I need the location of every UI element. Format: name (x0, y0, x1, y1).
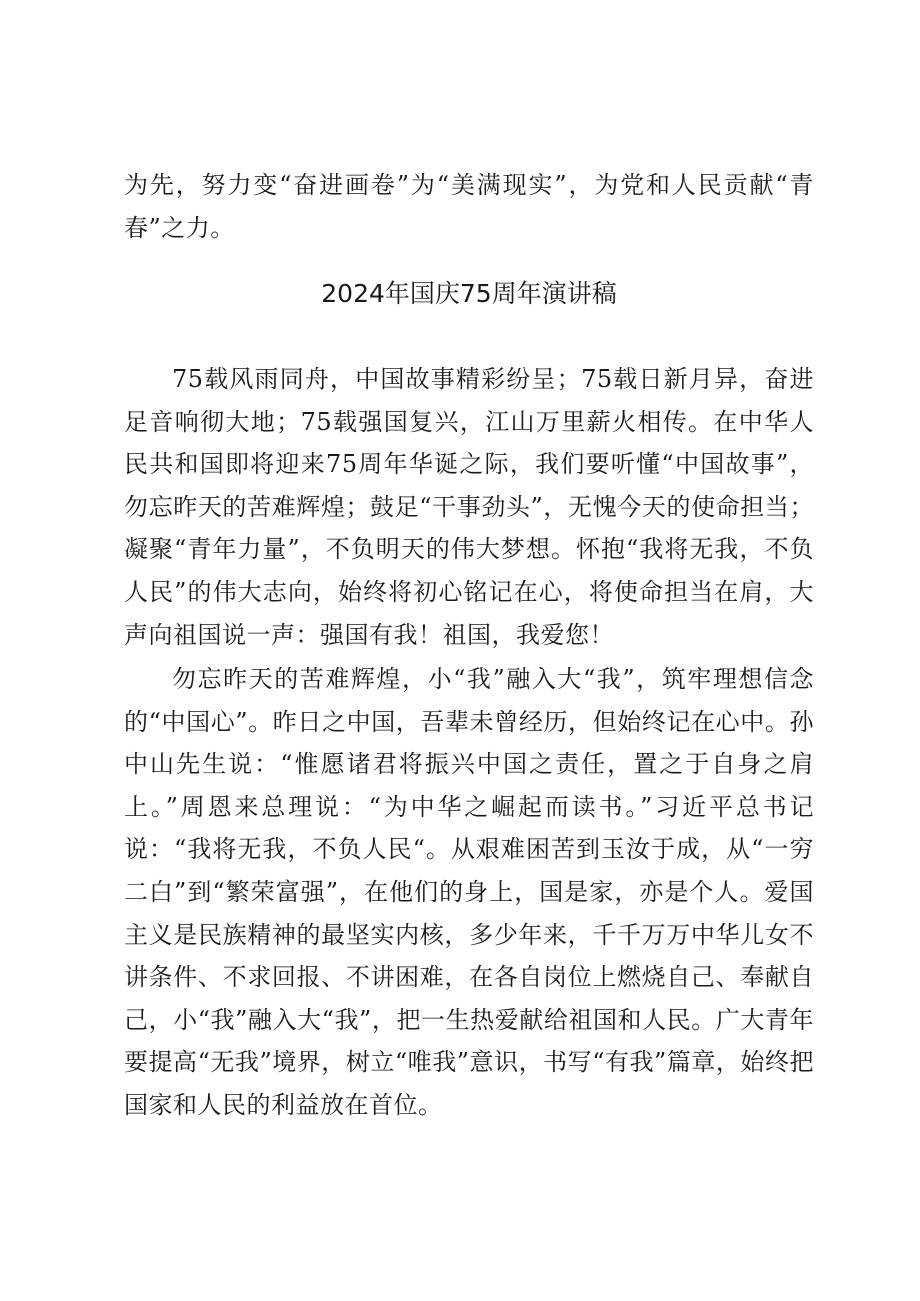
body-paragraph-1: 75载风雨同舟，中国故事精彩纷呈；75载日新月异，奋进足音响彻大地；75载强国复兴，江山万里薪火相传。在中华人民共和国即将迎来75周年华诞之际，我们要听懂“中国故事”，勿忘昨天的苦难辉煌；鼓足“干事劲头”，无愧今天的使命担当；凝聚“青年力量”，不负明天的伟大梦想。怀抱“我将无我，不负人民”的伟大志向，始终将初心铭记在心，将使命担当在肩，大声向祖国说一声：强国有我！祖国，我爱您！ (124, 365, 814, 649)
body-paragraph-2: 勿忘昨天的苦难辉煌，小“我”融入大“我”，筑牢理想信念的“中国心”。昨日之中国，吾辈未曾经历，但始终记在心中。孙中山先生说：“惟愿诸君将振兴中国之责任，置之于自身之肩上。”周恩来总理说：“为中华之崛起而读书。”习近平总书记说：“我将无我，不负人民“。从艰难困苦到玉汝于成，从“一穷二白”到“繁荣富强”，在他们的身上，国是家，亦是个人。爱国主义是民族精神的最坚实内核，多少年来，千千万万中华儿女不讲条件、不求回报、不讲困难，在各自岗位上燃烧自己、奉献自己，小“我”融入大“我”，把一生热爱献给祖国和人民。广大青年要提高“无我”境界，树立“唯我”意识，书写“有我”篇章，始终把国家和人民的利益放在首位。 (124, 665, 814, 1119)
document-title: 2024年国庆75周年演讲稿 (321, 279, 617, 308)
carryover-paragraph: 为先，努力变“奋进画卷”为“美满现实”，为党和人民贡献“青春”之力。 (124, 171, 814, 242)
document-page (124, 0, 814, 1301)
